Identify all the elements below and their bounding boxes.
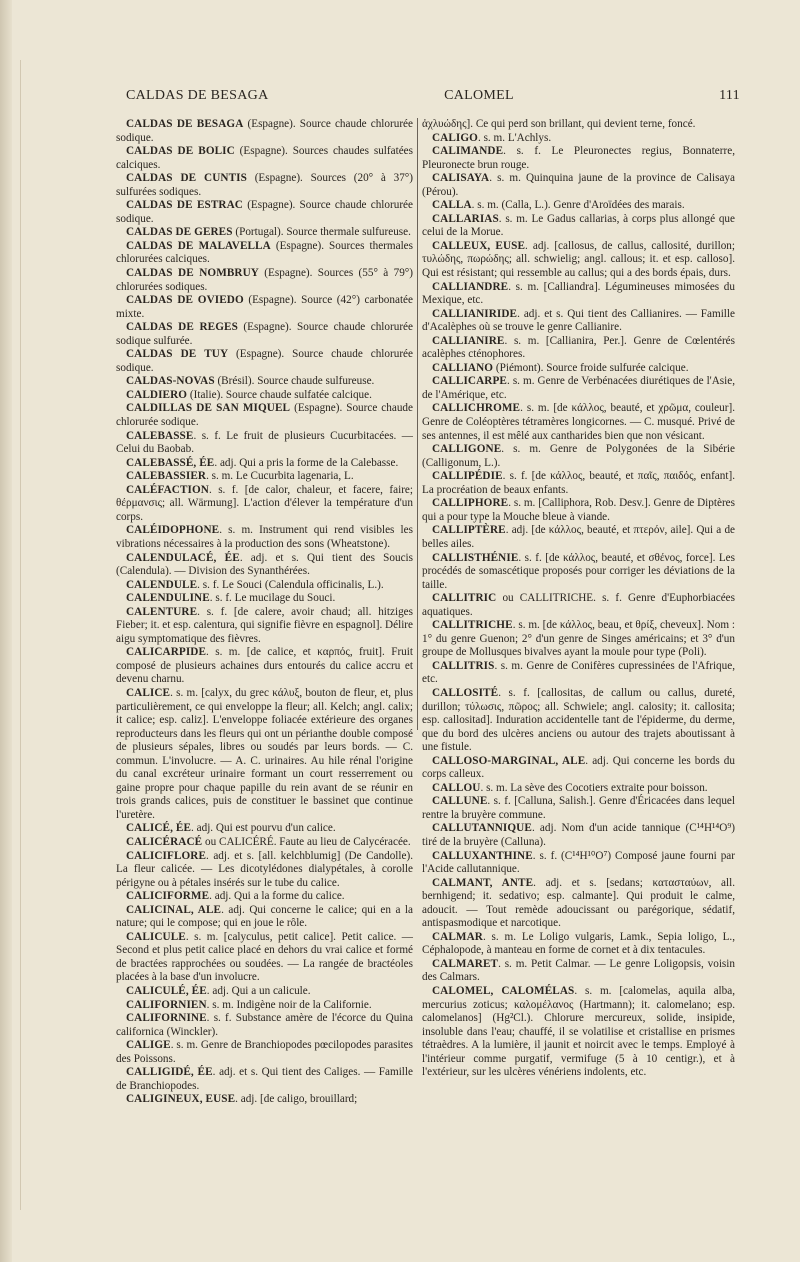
dictionary-entry	[422, 795, 735, 822]
dictionary-entry	[116, 402, 413, 429]
entry-headword: CALLOSITÉ	[432, 686, 499, 699]
entry-headword: CALLIGIDÉ, ÉE	[126, 1066, 213, 1079]
entry-definition: . s. f. [de calor, chaleur, et facere, faire; θέρμανσις; all. Wärmung]. L'action d'élever la température d'un corps.	[116, 483, 413, 523]
dictionary-entry	[116, 606, 413, 647]
dictionary-entry	[116, 931, 413, 985]
entry-definition: . adj. [callosus, de callus, callosité, durillon; τυλώδης, πωρώδης; all. schwielig; angl. callous; it. et esp. calloso]. Qui est résistant; qui ressemble au callus; qui a des bords épais, durs.	[422, 239, 735, 280]
entry-definition: . s. m. L'Achlys.	[477, 131, 552, 144]
entry-definition: . adj. et s. Qui tient des Soucis (Calendula). — Division des Synanthérées.	[116, 551, 413, 578]
entry-headword: CALLITRIC	[432, 592, 497, 605]
dictionary-entry	[116, 552, 413, 579]
dictionary-entry	[422, 118, 735, 132]
dictionary-entry	[422, 619, 735, 660]
entry-definition: . s. f. (C¹⁴H¹⁰O⁷) Composé jaune fourni par l'Acide callutannique.	[422, 849, 735, 876]
entry-definition: . s. f. Le fruit de plusieurs Cucurbitacées. — Celui du Baobab.	[116, 429, 413, 456]
entry-definition: . s. m. Indigène noir de la Californie.	[206, 998, 372, 1011]
entry-headword: CALIGO	[432, 131, 478, 144]
dictionary-entry	[422, 375, 735, 402]
dictionary-entry	[422, 281, 735, 308]
entry-headword: CALDAS DE BOLIC	[126, 145, 235, 158]
dictionary-entry	[116, 375, 413, 389]
entry-headword: CALICULÉ, ÉE	[126, 985, 207, 997]
entry-definition: (Espagne). Source chaude chlorurée sodique.	[116, 402, 413, 429]
entry-headword: CALENTURE	[126, 605, 198, 618]
entry-headword: CALICE	[126, 686, 171, 699]
entry-headword: CALLIANO	[432, 361, 494, 374]
right-column	[422, 118, 735, 1080]
entry-definition: . s. m. Genre de Conifères cupressinées de l'Afrique, etc.	[422, 659, 735, 686]
dictionary-entry	[422, 877, 735, 931]
entry-definition: . s. m. Quinquina jaune de la province de Calisaya (Pérou).	[422, 172, 735, 198]
running-header	[126, 88, 740, 108]
entry-headword: CALDAS DE GERES	[126, 226, 233, 239]
dictionary-entry	[116, 484, 413, 525]
entry-headword: CALMAR	[432, 930, 483, 943]
entry-headword: CALEBASSIER	[126, 470, 207, 483]
dictionary-entry	[422, 308, 735, 335]
entry-headword: CALLITRIS	[432, 659, 495, 672]
entry-definition: (Espagne). Sources thermales chlorurées calciques.	[116, 239, 413, 266]
entry-definition: (Espagne). Source chaude chlorurée sodique.	[116, 348, 413, 374]
entry-headword: CALICÉ, ÉE	[126, 822, 192, 835]
entry-definition: . s. m. [calyculus, petit calice]. Petit calice. — Second et plus petit calice placé en dehors du vrai calice et formé de bractées rapprochées ou soudées. — La rangée de bractéoles placées à la base d'un involucre.	[116, 930, 413, 984]
dictionary-entry	[422, 931, 735, 958]
dictionary-entry	[422, 552, 735, 593]
entry-headword: CALLUNE	[432, 795, 488, 808]
entry-definition: . s. m. Le Cucurbita lagenaria, L.	[206, 470, 354, 483]
entry-definition: . s. m. Le Loligo vulgaris, Lamk., Sepia loligo, L., Céphalopode, à manteau en forme de cornet et à dix tentacules.	[422, 930, 735, 957]
entry-definition: . s. f. Substance amère de l'écorce du Quina californica (Winckler).	[116, 1012, 413, 1038]
entry-headword: CALLOU	[432, 781, 481, 794]
entry-headword: CALICARPIDE	[126, 646, 207, 659]
entry-headword: CALEBASSÉ, ÉE	[126, 456, 215, 469]
entry-definition: . adj. [de κάλλος, beauté, et πτερόν, aile]. Qui a de belles ailes.	[422, 524, 735, 550]
entry-definition: (Espagne). Source chaude chlorurée sodique.	[116, 118, 413, 144]
entry-headword: CALLIANDRE	[432, 280, 509, 293]
dictionary-entry	[116, 145, 413, 172]
entry-definition: . adj. [de caligo, brouillard;	[235, 1093, 358, 1106]
dictionary-entry	[116, 822, 413, 836]
dictionary-entry	[422, 497, 735, 524]
dictionary-entry	[422, 755, 735, 782]
dictionary-entry	[116, 430, 413, 457]
entry-headword: CALIMANDE	[432, 145, 504, 158]
dictionary-entry	[422, 402, 735, 443]
entry-headword: CALLUXANTHINE	[432, 849, 533, 862]
dictionary-entry	[422, 199, 735, 213]
dictionary-entry	[422, 822, 735, 849]
entry-definition: . adj. Qui a pris la forme de la Calebasse.	[214, 456, 399, 469]
entry-definition: . s. f. Le mucilage du Souci.	[209, 592, 336, 605]
dictionary-entry	[422, 132, 735, 146]
entry-definition: . adj. Qui a un calicule.	[206, 985, 311, 997]
entry-definition: . s. m. [calomelas, aquila alba, mercurius zoticus; καλομέλανος (Hartmann); it. calomelano; esp. calomelanos] (Hg²Cl.). Chlorure mercureux, solide, insipide, insoluble dans l'eau; chauffé, il se volatilise et cristallise en prismes tétraèdres. A la lumière, il jaunit et noircit avec le temps. Employé à l'intérieur comme purgatif, vermifuge (5 à 10 centigr.), et à l'extérieur, sur les ulcères vénériens indolents, etc.	[422, 985, 736, 1079]
entry-headword: CALIFORNIEN	[126, 998, 207, 1011]
dictionary-entry	[116, 890, 413, 904]
entry-definition: . s. m. [de calice, et καρπός, fruit]. Fruit composé de plusieurs achaines durs entourés du calice accru et devenu charnu.	[116, 646, 413, 686]
entry-definition: . adj. Qui a la forme du calice.	[209, 890, 345, 903]
dictionary-entry	[116, 389, 413, 403]
left-column	[116, 118, 413, 1107]
entry-definition: . adj. et s. Qui tient des Caliges. — Famille de Branchiopodes.	[116, 1066, 413, 1092]
entry-definition: . s. m. Instrument qui rend visibles les vibrations nécessaires à la production des sons (Wheatstone).	[116, 524, 413, 550]
entry-headword: CALLUTANNIQUE	[432, 822, 532, 835]
dictionary-entry	[116, 1039, 413, 1066]
entry-definition: . s. m. [calyx, du grec κάλυξ, bouton de fleur, et, plus particulièrement, ce qui enveloppe la fleur; all. Kelch; angl. calix; it calice; esp. caliz]. L'enveloppe foliacée extérieure des organes reproducteurs dans les fleurs qui ont un périanthe double composé de plusieurs sépales, libres ou soudés par leurs bords. — C. commun. L'involucre. — A. C. urinaires. Au hile rénal l'origine du canal excréteur urinaire formant un court resserrement ou gaine propre pour chaque papille du rein avant de se réunir en trois grands calices, puis de constituer le bassinet que continue l'uretère.	[116, 686, 413, 821]
dictionary-entry	[116, 118, 413, 145]
entry-definition: (Brésil). Source chaude sulfureuse.	[214, 375, 375, 388]
dictionary-entry	[116, 579, 413, 593]
dictionary-entry	[116, 172, 413, 199]
entry-definition: . s. m. [de κάλλος, beau, et θρίξ, cheveux]. Nom : 1° du genre Guenon; 2° d'un genre de Singes américains; et 3° d'un groupe de Mollusques bivalves ayant la moule pour type (Poli).	[422, 619, 735, 659]
dictionary-entry	[422, 240, 735, 281]
dictionary-entry	[422, 524, 735, 551]
entry-definition: ou CALICÉRÉ. Faute au lieu de Calycéracée.	[202, 835, 411, 848]
dictionary-entry	[422, 362, 735, 376]
entry-headword: CALENDULE	[126, 578, 198, 591]
entry-definition: . s. f. [de κάλλος, beauté, et σθένος, force]. Les procédés de somascétique proposés pour corriger les déviations de la taille.	[422, 551, 735, 591]
entry-headword: CALÉFACTION	[126, 483, 209, 496]
entry-headword: CALICULE	[126, 930, 186, 943]
entry-headword: CALDAS-NOVAS	[126, 375, 215, 388]
entry-headword: CALLITRICHE	[432, 619, 513, 632]
dictionary-entry	[116, 646, 413, 687]
page-edge	[0, 0, 12, 1262]
page-fold-line	[20, 60, 21, 1210]
entry-definition: . s. f. Le Souci (Calendula officinalis, L.).	[197, 578, 384, 591]
entry-definition: . s. f. [callositas, de callum ou callus, dureté, durillon; τύλωσις, πῶρος; all. Schwiele; angl. calosity; it. callosita; esp. callositad]. Induration accidentelle tant de l'épiderme, du derme, que du bord des ulcères anciens ou autour des trajets aboutissant à une fistule.	[422, 686, 735, 754]
entry-headword: CALMARET	[432, 957, 499, 970]
dictionary-entry	[422, 592, 735, 619]
entry-headword: CALLEUX, EUSE	[432, 239, 526, 252]
dictionary-entry	[116, 1012, 413, 1039]
dictionary-entry	[116, 836, 413, 850]
entry-headword: CALDAS DE BESAGA	[126, 118, 244, 130]
entry-headword: CALLICHROME	[432, 402, 521, 415]
entry-definition: . s. m. [Calliandra]. Légumineuses mimosées du Mexique, etc.	[422, 280, 735, 307]
entry-definition: . adj. Nom d'un acide tannique (C¹⁴H¹⁴O⁹) tiré de la bruyère (Calluna).	[422, 822, 735, 848]
entry-headword: CALLIPTÈRE	[432, 524, 506, 537]
dictionary-entry	[422, 443, 735, 470]
entry-headword: CALLIPÉDIE	[432, 470, 503, 483]
entry-headword: CALDAS DE ESTRAC	[126, 199, 243, 212]
entry-definition: (Espagne). Source chaude chlorurée sodique sulfurée.	[116, 321, 413, 347]
entry-definition: . s. m. (Calla, L.). Genre d'Aroïdées des marais.	[471, 199, 685, 212]
entry-definition: . s. m. Genre de Polygonées de la Sibérie (Calligonum, L.).	[422, 443, 735, 469]
dictionary-entry	[116, 457, 413, 471]
entry-definition: . s. m. [Callianira, Per.]. Genre de Cœlentérés acalèphes cténophores.	[422, 334, 735, 361]
entry-headword: CALLIGONE	[432, 443, 502, 456]
entry-definition: ἀχλυώδης]. Ce qui perd son brillant, qui devient terne, foncé.	[422, 118, 696, 130]
entry-headword: CALLICARPE	[432, 375, 507, 388]
entry-definition: . s. m. Genre de Branchiopodes pœcilopodes parasites des Poissons.	[116, 1039, 413, 1065]
entry-headword: CALDAS DE REGES	[126, 321, 238, 334]
entry-headword: CALDAS DE NOMBRUY	[126, 267, 259, 280]
dictionary-entry	[116, 904, 413, 931]
entry-headword: CALICÉRACÉ	[126, 835, 203, 848]
entry-definition: . adj. et s. Qui tient des Callianires. — Famille d'Acalèphes où se trouve le genre Callianire.	[422, 307, 735, 334]
dictionary-entry	[116, 348, 413, 375]
entry-definition: . s. m. Le Gadus callarias, à corps plus allongé que celui de la Morue.	[422, 212, 735, 239]
page-number: 111	[719, 88, 740, 103]
entry-headword: CALIGE	[126, 1039, 171, 1052]
entry-headword: CALICIFORME	[126, 890, 210, 903]
entry-definition: . s. m. [de κάλλος, beauté, et χρῶμα, couleur]. Genre de Coléoptères tétramères longicornes. — C. musqué. Privé de ses antennes, il est mêlé aux cantharides bien que non vésicant.	[422, 402, 735, 442]
entry-definition: . s. m. Petit Calmar. — Le genre Loligopsis, voisin des Calmars.	[422, 957, 735, 984]
column-rule	[417, 118, 418, 730]
entry-definition: . s. f. [de calere, avoir chaud; all. hitziges Fieber; it. et esp. calentura, qui signifie fièvre en espagnol]. Délire aigu symptomatique des fièvres.	[116, 605, 413, 645]
entry-headword: CALÉIDOPHONE	[126, 524, 220, 537]
entry-definition: . s. m. Genre de Verbénacées diurétiques de l'Asie, de l'Amérique, etc.	[422, 375, 735, 401]
entry-headword: CALLIANIRIDE	[432, 307, 518, 320]
entry-definition: . s. m. La sève des Cocotiers extraite pour boisson.	[480, 781, 708, 794]
dictionary-entry	[422, 687, 735, 755]
dictionary-entry	[116, 1093, 413, 1107]
entry-headword: CALDAS DE MALAVELLA	[126, 239, 271, 252]
dictionary-entry	[422, 335, 735, 362]
dictionary-entry	[116, 267, 413, 294]
header-center-guide-word: CALOMEL	[444, 88, 514, 103]
entry-definition: (Italie). Source chaude sulfatée calcique.	[187, 388, 372, 401]
entry-definition: ou CALLITRICHE. s. f. Genre d'Euphorbiacées aquatiques.	[422, 592, 735, 618]
entry-definition: . adj. et s. [sedans; κατασταύων, all. bernhigend; it. sedativo; esp. calmante]. Qui produit le calme, adoucit. — Tout remède adoucissant ou parégorique, sédatif, antispasmodique et narcotique.	[422, 876, 736, 930]
dictionary-entry	[422, 782, 735, 796]
entry-definition: (Espagne). Source (42°) carbonatée mixte.	[116, 294, 413, 320]
entry-headword: CALDAS DE CUNTIS	[126, 172, 247, 185]
entry-definition: . adj. et s. [all. kelchblumig] (De Candolle). La fleur calicée. — Les dicotylédones dialypétales, à corolle périgyne ou à pétales insérés sur le tube du calice.	[116, 849, 413, 889]
entry-headword: CALIGINEUX, EUSE	[126, 1093, 236, 1106]
entry-headword: CALLOSO-MARGINAL, ALE	[432, 754, 586, 767]
entry-definition: (Espagne). Source chaude chlorurée sodique.	[116, 199, 413, 225]
dictionary-entry	[116, 524, 413, 551]
entry-headword: CALMANT, ANTE	[432, 876, 534, 889]
entry-definition: . s. f. Le Pleuronectes regius, Bonnaterre, Pleuronecte brun rouge.	[422, 145, 735, 171]
entry-headword: CALDIERO	[126, 388, 188, 401]
entry-headword: CALENDULINE	[126, 592, 210, 605]
entry-headword: CALISAYA	[432, 172, 490, 185]
entry-headword: CALLA	[432, 199, 472, 212]
dictionary-entry	[116, 321, 413, 348]
entry-definition: (Piémont). Source froide sulfurée calcique.	[493, 361, 689, 374]
entry-headword: CALIFORNINE	[126, 1012, 207, 1025]
entry-definition: . s. f. [Calluna, Salish.]. Genre d'Éricacées dans lequel rentre la bruyère commune.	[422, 795, 735, 821]
dictionary-entry	[116, 985, 413, 999]
dictionary-entry	[422, 145, 735, 172]
entry-headword: CALLIANIRE	[432, 334, 505, 347]
dictionary-entry	[116, 850, 413, 891]
entry-headword: CALEBASSE	[126, 429, 194, 442]
dictionary-entry	[116, 240, 413, 267]
entry-definition: . adj. Qui concerne les bords du corps calleux.	[422, 754, 735, 781]
entry-headword: CALICINAL, ALE	[126, 903, 222, 916]
entry-definition: (Espagne). Sources (55° à 79°) chlorurées sodiques.	[116, 267, 413, 293]
header-left-guide-word: CALDAS DE BESAGA	[126, 88, 269, 103]
dictionary-entry	[116, 226, 413, 240]
entry-headword: CALLIPHORE	[432, 497, 509, 510]
entry-definition: . s. f. [de κάλλος, beauté, et παῖς, παιδός, enfant]. La procréation de beaux enfants.	[422, 470, 735, 496]
dictionary-entry	[422, 470, 735, 497]
dictionary-entry	[116, 592, 413, 606]
entry-headword: CALDAS DE OVIEDO	[126, 294, 244, 307]
dictionary-entry	[116, 687, 413, 822]
entry-headword: CALDILLAS DE SAN MIQUEL	[126, 402, 291, 415]
entry-definition: . adj. Qui est pourvu d'un calice.	[191, 822, 336, 835]
entry-definition: . adj. Qui concerne le calice; qui en a la nature; qui le compose; qui en joue le rôle.	[116, 903, 413, 930]
dictionary-entry	[422, 958, 735, 985]
dictionary-entry	[422, 850, 735, 877]
dictionary-entry	[422, 213, 735, 240]
entry-headword: CALENDULACÉ, ÉE	[126, 551, 240, 564]
dictionary-entry	[422, 660, 735, 687]
entry-definition: (Espagne). Sources chaudes sulfatées calciques.	[116, 145, 413, 171]
dictionary-entry	[422, 172, 735, 199]
entry-headword: CALLISTHÉNIE	[432, 551, 519, 564]
entry-definition: (Espagne). Sources (20° à 37°) sulfurées sodiques.	[116, 172, 414, 198]
entry-definition: . s. m. [Calliphora, Rob. Desv.]. Genre de Diptères qui a pour type la Mouche bleue à viande.	[422, 497, 735, 523]
entry-headword: CALDAS DE TUY	[126, 348, 229, 361]
entry-headword: CALLARIAS	[432, 212, 499, 225]
dictionary-entry	[422, 985, 735, 1080]
entry-headword: CALOMEL, CALOMÉLAS	[432, 985, 575, 997]
dictionary-entry	[116, 199, 413, 226]
entry-definition: (Portugal). Source thermale sulfureuse.	[232, 226, 411, 239]
dictionary-entry	[116, 1066, 413, 1093]
dictionary-entry	[116, 470, 413, 484]
dictionary-entry	[116, 999, 413, 1013]
dictionary-entry	[116, 294, 413, 321]
entry-headword: CALICIFLORE	[126, 849, 207, 862]
